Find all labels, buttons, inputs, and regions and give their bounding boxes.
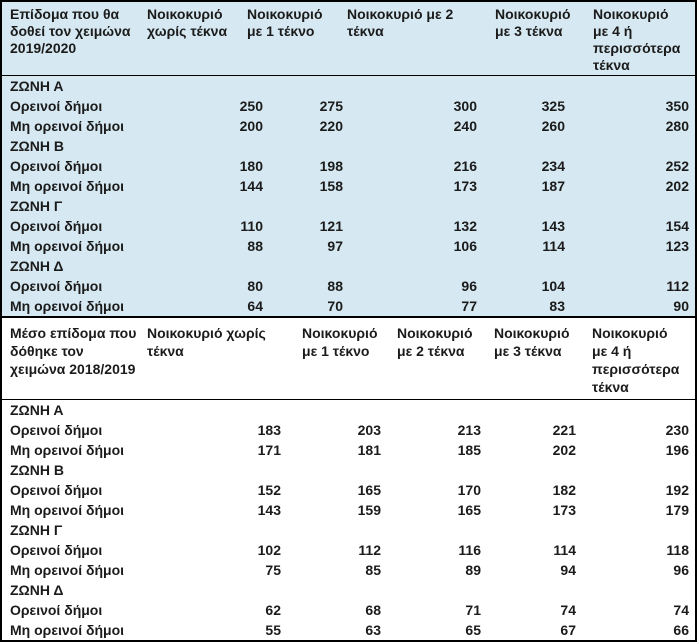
- row-label: Ορεινοί δήμοι: [10, 98, 103, 114]
- value-cell: 185: [457, 442, 481, 458]
- column-header-1-child: Νοικοκυριό με 1 τέκνο: [302, 325, 378, 359]
- column-header-4plus-children: Νοικοκυριό με 4 ή περισσότερα τέκνα: [593, 6, 681, 73]
- zone-row: ΖΩΝΗ Δ: [10, 582, 64, 598]
- value-cell: 110: [240, 218, 263, 234]
- value-cell: 96: [673, 562, 689, 578]
- value-cell: 55: [265, 622, 281, 638]
- value-cell: 80: [247, 278, 263, 294]
- data-row: [2, 216, 695, 236]
- value-cell: 220: [319, 118, 343, 134]
- value-cell: 64: [247, 298, 263, 314]
- value-cell: 280: [665, 118, 689, 134]
- value-cell: 216: [453, 158, 477, 174]
- value-cell: 234: [541, 158, 565, 174]
- value-cell: 144: [239, 178, 263, 194]
- zone-row: ΖΩΝΗ Α: [10, 78, 64, 94]
- value-cell: 182: [552, 482, 576, 498]
- row-label: Ορεινοί δήμοι: [10, 278, 103, 294]
- data-row: [2, 116, 695, 136]
- row-label: Μη ορεινοί δήμοι: [10, 238, 125, 254]
- value-cell: 192: [665, 482, 689, 498]
- value-cell: 170: [457, 482, 481, 498]
- table-winter-2019-2020: [0, 0, 697, 318]
- row-label: Ορεινοί δήμοι: [10, 218, 103, 234]
- value-cell: 325: [541, 98, 565, 114]
- value-cell: 88: [327, 278, 343, 294]
- column-header-3-children: Νοικοκυριό με 3 τέκνα: [494, 325, 570, 359]
- row-label: Μη ορεινοί δήμοι: [10, 442, 125, 458]
- value-cell: 97: [327, 238, 343, 254]
- row-label: Μη ορεινοί δήμοι: [10, 298, 125, 314]
- table-header-row: [2, 2, 695, 76]
- value-cell: 71: [465, 602, 481, 618]
- value-cell: 88: [247, 238, 263, 254]
- value-cell: 198: [319, 158, 343, 174]
- data-row: [2, 276, 695, 296]
- value-cell: 114: [542, 238, 565, 254]
- row-label: Μη ορεινοί δήμοι: [10, 502, 125, 518]
- value-cell: 112: [358, 542, 381, 558]
- data-row: [2, 96, 695, 116]
- row-label: Ορεινοί δήμοι: [10, 542, 103, 558]
- row-label: Μη ορεινοί δήμοι: [10, 622, 125, 638]
- value-cell: 83: [549, 298, 565, 314]
- value-cell: 158: [319, 178, 343, 194]
- data-row: [2, 440, 695, 460]
- value-cell: 77: [461, 298, 477, 314]
- data-row: [2, 540, 695, 560]
- value-cell: 165: [357, 482, 381, 498]
- value-cell: 221: [552, 422, 576, 438]
- value-cell: 173: [453, 178, 477, 194]
- value-cell: 121: [319, 218, 343, 234]
- value-cell: 187: [541, 178, 565, 194]
- row-label: Μη ορεινοί δήμοι: [10, 562, 125, 578]
- row-label: Ορεινοί δήμοι: [10, 158, 103, 174]
- column-header-2-children: Νοικοκυριό με 2 τέκνα: [347, 6, 454, 39]
- value-cell: 104: [541, 278, 565, 294]
- value-cell: 65: [465, 622, 481, 638]
- value-cell: 123: [665, 238, 689, 254]
- column-header-3-children: Νοικοκυριό με 3 τέκνα: [495, 6, 571, 39]
- value-cell: 89: [465, 562, 481, 578]
- value-cell: 75: [265, 562, 281, 578]
- zone-row: ΖΩΝΗ Δ: [10, 258, 64, 274]
- zone-row: ΖΩΝΗ Β: [10, 462, 64, 478]
- value-cell: 196: [665, 442, 689, 458]
- value-cell: 260: [541, 118, 565, 134]
- data-row: [2, 560, 695, 580]
- value-cell: 114: [553, 542, 576, 558]
- value-cell: 203: [357, 422, 381, 438]
- row-label: Μη ορεινοί δήμοι: [10, 178, 125, 194]
- data-row: [2, 620, 695, 640]
- table-header-row: [2, 318, 695, 400]
- value-cell: 90: [673, 298, 689, 314]
- value-cell: 74: [560, 602, 576, 618]
- value-cell: 171: [257, 442, 281, 458]
- data-row: [2, 500, 695, 520]
- data-row: [2, 176, 695, 196]
- table-title: Επίδομα που θα δοθεί τον χειμώνα 2019/2020: [10, 6, 131, 56]
- value-cell: 70: [327, 298, 343, 314]
- column-header-no-children: Νοικοκυριό χωρίς τέκνα: [147, 6, 228, 39]
- value-cell: 202: [552, 442, 576, 458]
- value-cell: 173: [552, 502, 576, 518]
- value-cell: 180: [239, 158, 263, 174]
- value-cell: 350: [665, 98, 689, 114]
- value-cell: 74: [673, 602, 689, 618]
- value-cell: 118: [666, 542, 689, 558]
- value-cell: 68: [365, 602, 381, 618]
- value-cell: 143: [541, 218, 565, 234]
- value-cell: 165: [457, 502, 481, 518]
- table-title: Μέσο επίδομα που δόθηκε τον χειμώνα 2018/2019: [10, 325, 137, 377]
- value-cell: 66: [673, 622, 689, 638]
- value-cell: 252: [665, 158, 689, 174]
- value-cell: 154: [665, 218, 689, 234]
- row-label: Μη ορεινοί δήμοι: [10, 118, 125, 134]
- value-cell: 275: [319, 98, 343, 114]
- value-cell: 200: [239, 118, 263, 134]
- value-cell: 94: [560, 562, 576, 578]
- zone-row: ΖΩΝΗ Γ: [10, 522, 63, 538]
- value-cell: 159: [357, 502, 381, 518]
- column-header-2-children: Νοικοκυριό με 2 τέκνα: [397, 325, 473, 359]
- data-row: [2, 156, 695, 176]
- value-cell: 62: [265, 602, 281, 618]
- data-row: [2, 600, 695, 620]
- column-header-1-child: Νοικοκυριό με 1 τέκνο: [247, 6, 323, 39]
- value-cell: 67: [560, 622, 576, 638]
- data-row: [2, 236, 695, 256]
- value-cell: 230: [665, 422, 689, 438]
- value-cell: 102: [257, 542, 281, 558]
- value-cell: 132: [453, 218, 477, 234]
- value-cell: 116: [458, 542, 481, 558]
- data-row: [2, 420, 695, 440]
- value-cell: 96: [461, 278, 477, 294]
- table-body: [2, 76, 695, 316]
- row-label: Ορεινοί δήμοι: [10, 422, 103, 438]
- zone-row: ΖΩΝΗ Γ: [10, 198, 63, 214]
- value-cell: 300: [453, 98, 477, 114]
- value-cell: 106: [453, 238, 477, 254]
- row-label: Ορεινοί δήμοι: [10, 602, 103, 618]
- value-cell: 143: [257, 502, 281, 518]
- value-cell: 112: [666, 278, 689, 294]
- value-cell: 181: [357, 442, 381, 458]
- zone-row: ΖΩΝΗ Β: [10, 138, 64, 154]
- data-row: [2, 296, 695, 316]
- table-winter-2018-2019: [0, 318, 697, 642]
- value-cell: 240: [453, 118, 477, 134]
- value-cell: 152: [257, 482, 281, 498]
- row-label: Ορεινοί δήμοι: [10, 482, 103, 498]
- value-cell: 250: [239, 98, 263, 114]
- zone-row: ΖΩΝΗ Α: [10, 402, 64, 418]
- value-cell: 179: [665, 502, 689, 518]
- value-cell: 202: [665, 178, 689, 194]
- value-cell: 63: [365, 622, 381, 638]
- column-header-no-children: Νοικοκυριό χωρίς τέκνα: [147, 325, 266, 359]
- value-cell: 213: [457, 422, 481, 438]
- column-header-4plus-children: Νοικοκυριό με 4 ή περισσότερα τέκνα: [592, 325, 680, 395]
- value-cell: 183: [257, 422, 281, 438]
- value-cell: 85: [365, 562, 381, 578]
- data-row: [2, 480, 695, 500]
- table-body: [2, 400, 695, 640]
